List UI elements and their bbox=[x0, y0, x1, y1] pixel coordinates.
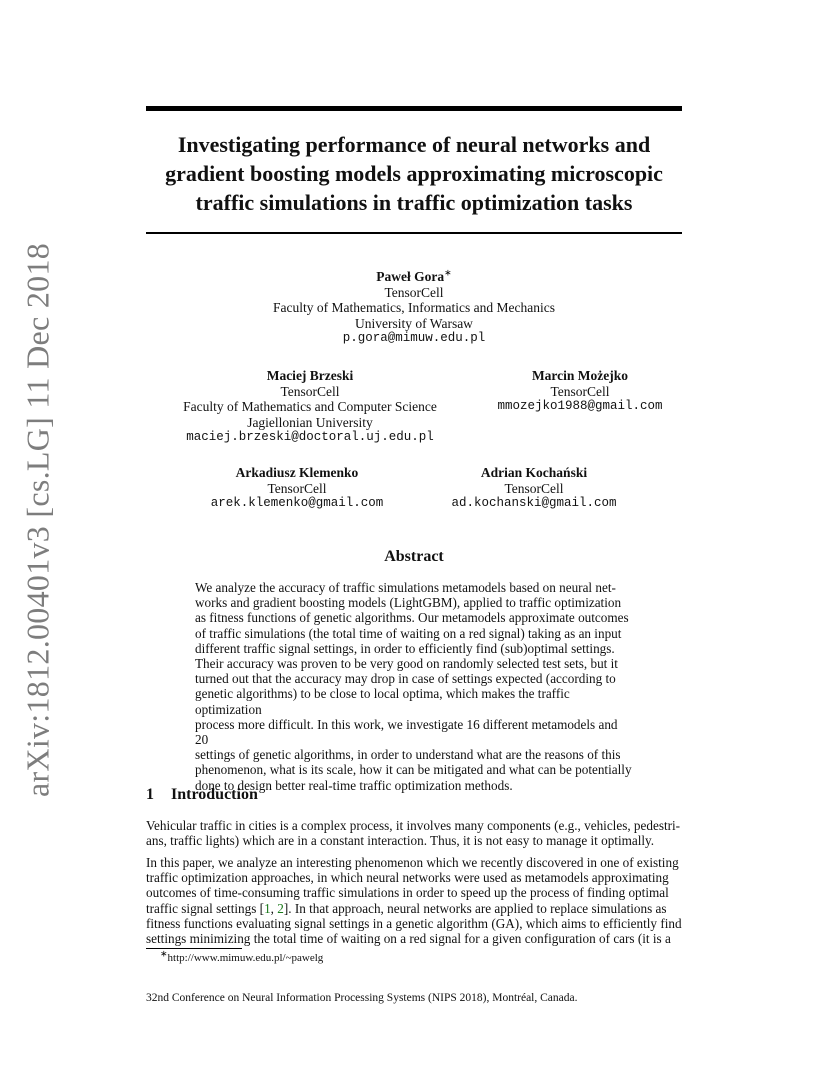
citation-bracket: [ bbox=[259, 900, 265, 916]
body-text: . In that approach, neural networks are applied to replace simulations as bbox=[288, 900, 667, 916]
section-heading bbox=[146, 786, 258, 804]
footnote-url[interactable]: http://www.mimuw.edu.pl/~pawelg bbox=[167, 952, 324, 964]
author-department: Faculty of Mathematics and Computer Science bbox=[183, 399, 437, 414]
author-name: Adrian Kochański bbox=[480, 465, 588, 480]
body-line: In this paper, we analyze an interesting phenomenon which we recently discovered in one of existing bbox=[146, 855, 679, 870]
author-affiliation: TensorCell bbox=[267, 480, 327, 496]
author-name: Maciej Brzeski bbox=[266, 368, 354, 383]
author-block-brzeski bbox=[170, 368, 450, 446]
author-university: University of Warsaw bbox=[355, 315, 473, 331]
abstract-line: Their accuracy was proven to be very good on randomly selected test sets, but it bbox=[195, 656, 618, 672]
arxiv-sidebar-id: arXiv:1812.00401v3 [cs.LG] 11 Dec 2018 bbox=[19, 242, 56, 798]
title-top-rule bbox=[146, 106, 682, 111]
body-line: traffic optimization approaches, in which neural networks were used as metamodels approximating bbox=[146, 870, 669, 886]
body-line: Vehicular traffic in cities is a complex process, it involves many components (e.g., vehicles, pedestri- bbox=[146, 818, 681, 833]
title-line: traffic simulations in traffic optimization tasks bbox=[195, 190, 633, 215]
author-name: Marcin Możejko bbox=[531, 368, 629, 383]
author-block-kochanski bbox=[424, 465, 644, 512]
author-affiliation: TensorCell bbox=[550, 383, 610, 399]
title-line: gradient boosting models approximating microscopic bbox=[165, 161, 663, 186]
body-line-with-citations bbox=[146, 901, 682, 916]
abstract-line: different traffic signal settings, in order to efficiently find (sub)optimal settings. bbox=[195, 640, 615, 656]
conference-note: 32nd Conference on Neural Information Processing Systems (NIPS 2018), Montréal, Canada. bbox=[146, 992, 578, 1004]
section-title: Introduction bbox=[171, 786, 258, 803]
intro-paragraph-1 bbox=[146, 818, 682, 848]
intro-paragraph-2 bbox=[146, 855, 682, 946]
author-university: Jagiellonian University bbox=[247, 414, 373, 430]
abstract-line: turned out that the accuracy may drop in case of settings expected (according to bbox=[195, 671, 616, 687]
author-email[interactable]: ad.kochanski@gmail.com bbox=[451, 496, 617, 510]
author-department: Faculty of Mathematics, Informatics and Mechanics bbox=[273, 300, 555, 315]
citation-bracket: ] bbox=[283, 900, 289, 916]
abstract-line: process more difficult. In this work, we investigate 16 different metamodels and 20 bbox=[195, 716, 618, 748]
footnote bbox=[160, 948, 324, 964]
title-bottom-rule bbox=[146, 232, 682, 234]
author-name: Paweł Gora bbox=[376, 269, 445, 284]
author-name: Arkadiusz Klemenko bbox=[235, 465, 359, 480]
section-number: 1 bbox=[146, 786, 154, 803]
author-affiliation: TensorCell bbox=[280, 383, 340, 399]
abstract-line: done to design better real-time traffic optimization methods. bbox=[195, 777, 513, 793]
body-text: traffic signal settings bbox=[146, 900, 260, 916]
author-block-mozejko bbox=[470, 368, 690, 415]
author-email[interactable]: mmozejko1988@gmail.com bbox=[497, 399, 663, 413]
abstract-line: phenomenon, what is its scale, how it can be mitigated and what can be potentially bbox=[195, 762, 632, 778]
author-block-gora bbox=[214, 269, 614, 347]
abstract-line: of traffic simulations (the total time of waiting on a red signal) taking as an input bbox=[195, 625, 622, 641]
author-affiliation: TensorCell bbox=[504, 480, 564, 496]
abstract-line: as fitness functions of genetic algorithms. Our metamodels approximate outcomes bbox=[195, 610, 629, 626]
body-line: fitness functions evaluating signal settings in a genetic algorithm (GA), which aims to efficiently find bbox=[146, 915, 682, 931]
abstract-body bbox=[195, 580, 633, 793]
author-affiliation: TensorCell bbox=[384, 284, 444, 300]
author-email[interactable]: p.gora@mimuw.edu.pl bbox=[342, 331, 486, 345]
abstract-line: works and gradient boosting models (LightGBM), applied to traffic optimization bbox=[195, 595, 622, 611]
citation-separator: , bbox=[270, 900, 278, 916]
footnote-marker: ∗ bbox=[160, 948, 168, 959]
citation-link-1[interactable]: 1 bbox=[264, 900, 271, 916]
paper-title bbox=[146, 130, 682, 217]
body-line: settings minimizing the total time of waiting on a red signal for a given configuration of cars (it is a bbox=[146, 931, 671, 947]
abstract-line: settings of genetic algorithms, in order to understand what are the reasons of this bbox=[195, 747, 621, 763]
abstract-heading: Abstract bbox=[384, 548, 444, 565]
author-email[interactable]: maciej.brzeski@doctoral.uj.edu.pl bbox=[186, 430, 434, 444]
title-line: Investigating performance of neural networks and bbox=[177, 132, 651, 157]
abstract-line: We analyze the accuracy of traffic simulations metamodels based on neural net- bbox=[195, 580, 616, 595]
citation-link-2[interactable]: 2 bbox=[277, 900, 284, 916]
author-email[interactable]: arek.klemenko@gmail.com bbox=[210, 496, 384, 510]
author-footnote-marker: ∗ bbox=[444, 267, 452, 278]
body-line: ans, traffic lights) which are in a constant interaction. Thus, it is not easy to manage it optimally. bbox=[146, 833, 655, 849]
body-line: outcomes of time-consuming traffic simulations in order to speed up the process of finding optimal bbox=[146, 885, 669, 901]
author-block-klemenko bbox=[187, 465, 407, 512]
abstract-line: genetic algorithms) to be close to local optima, which makes the traffic optimization bbox=[195, 686, 570, 717]
